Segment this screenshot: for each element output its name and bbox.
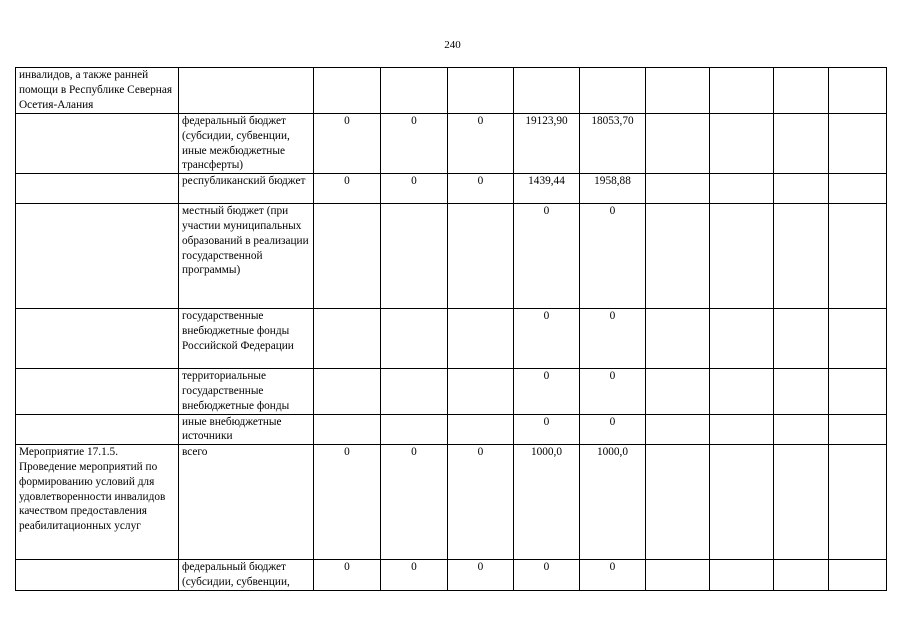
value-cell (646, 204, 710, 309)
table-row (16, 204, 887, 309)
funding-source-cell: государственные внебюджетные фонды Российской Федерации (179, 309, 314, 369)
activity-name-cell: инвалидов, а также ранней помощи в Республике Северная Осетия-Алания (16, 68, 179, 114)
value-cell: 0 (580, 560, 646, 591)
value-cell: 0 (514, 309, 580, 369)
value-cell (774, 68, 829, 114)
activity-name-cell (16, 414, 179, 445)
value-cell (774, 560, 829, 591)
activity-name-cell (16, 114, 179, 174)
value-cell (314, 369, 381, 414)
value-cell (381, 204, 448, 309)
value-cell: 1000,0 (580, 445, 646, 560)
value-cell: 0 (448, 174, 514, 204)
value-cell (314, 68, 381, 114)
value-cell (646, 68, 710, 114)
value-cell: 0 (580, 369, 646, 414)
value-cell (829, 445, 887, 560)
value-cell (829, 114, 887, 174)
value-cell (829, 204, 887, 309)
value-cell (710, 309, 774, 369)
value-cell (710, 174, 774, 204)
value-cell (710, 414, 774, 445)
value-cell (710, 68, 774, 114)
value-cell (646, 114, 710, 174)
value-cell (381, 414, 448, 445)
value-cell: 0 (514, 560, 580, 591)
value-cell (646, 309, 710, 369)
value-cell: 0 (448, 560, 514, 591)
value-cell (829, 560, 887, 591)
value-cell (710, 114, 774, 174)
value-cell (774, 414, 829, 445)
value-cell (774, 369, 829, 414)
value-cell (381, 369, 448, 414)
value-cell: 19123,90 (514, 114, 580, 174)
value-cell (774, 204, 829, 309)
value-cell (829, 309, 887, 369)
value-cell (710, 369, 774, 414)
value-cell: 0 (580, 204, 646, 309)
activity-name-cell: Мероприятие 17.1.5. Проведение мероприятий по формированию условий для удовлетворенности инвалидов качеством предоставления реабилитационных услуг (16, 445, 179, 560)
funding-source-cell: республиканский бюджет (179, 174, 314, 204)
value-cell: 0 (381, 445, 448, 560)
value-cell (829, 68, 887, 114)
funding-source-cell: всего (179, 445, 314, 560)
funding-source-cell: территориальные государственные внебюджетные фонды (179, 369, 314, 414)
funding-source-cell: федеральный бюджет (субсидии, субвенции, (179, 560, 314, 591)
value-cell: 0 (314, 174, 381, 204)
value-cell: 0 (314, 114, 381, 174)
activity-name-cell (16, 369, 179, 414)
value-cell: 0 (580, 309, 646, 369)
value-cell: 1000,0 (514, 445, 580, 560)
table-row (16, 445, 887, 560)
value-cell: 0 (381, 560, 448, 591)
table-row (16, 68, 887, 114)
value-cell (710, 560, 774, 591)
value-cell (314, 204, 381, 309)
funding-source-cell: федеральный бюджет (субсидии, субвенции, иные межбюджетные трансферты) (179, 114, 314, 174)
value-cell (448, 68, 514, 114)
value-cell (448, 369, 514, 414)
value-cell (514, 68, 580, 114)
value-cell (774, 114, 829, 174)
table-row (16, 369, 887, 414)
value-cell (646, 414, 710, 445)
value-cell: 0 (514, 369, 580, 414)
value-cell (646, 560, 710, 591)
table-row (16, 114, 887, 174)
value-cell: 0 (381, 114, 448, 174)
value-cell (829, 174, 887, 204)
value-cell: 0 (448, 114, 514, 174)
value-cell (381, 309, 448, 369)
value-cell: 0 (514, 204, 580, 309)
value-cell (448, 204, 514, 309)
value-cell (774, 445, 829, 560)
value-cell (580, 68, 646, 114)
table-row (16, 309, 887, 369)
value-cell (829, 369, 887, 414)
funding-source-cell: местный бюджет (при участии муниципальных образований в реализации государственной программы) (179, 204, 314, 309)
activity-name-cell (16, 174, 179, 204)
table-row (16, 414, 887, 445)
activity-name-cell (16, 560, 179, 591)
value-cell: 0 (314, 445, 381, 560)
budget-table (15, 67, 887, 591)
value-cell (314, 414, 381, 445)
value-cell (774, 174, 829, 204)
table-row (16, 560, 887, 591)
value-cell (448, 414, 514, 445)
value-cell: 18053,70 (580, 114, 646, 174)
value-cell (646, 445, 710, 560)
value-cell: 0 (448, 445, 514, 560)
value-cell (710, 445, 774, 560)
value-cell: 0 (381, 174, 448, 204)
value-cell (829, 414, 887, 445)
value-cell: 0 (314, 560, 381, 591)
value-cell (381, 68, 448, 114)
value-cell: 0 (514, 414, 580, 445)
value-cell (646, 369, 710, 414)
value-cell: 1958,88 (580, 174, 646, 204)
value-cell (646, 174, 710, 204)
value-cell: 1439,44 (514, 174, 580, 204)
activity-name-cell (16, 204, 179, 309)
value-cell (710, 204, 774, 309)
funding-source-cell: иные внебюджетные источники (179, 414, 314, 445)
activity-name-cell (16, 309, 179, 369)
value-cell (774, 309, 829, 369)
value-cell (448, 309, 514, 369)
value-cell (314, 309, 381, 369)
value-cell: 0 (580, 414, 646, 445)
table-row (16, 174, 887, 204)
funding-source-cell (179, 68, 314, 114)
page-number: 240 (444, 39, 461, 51)
